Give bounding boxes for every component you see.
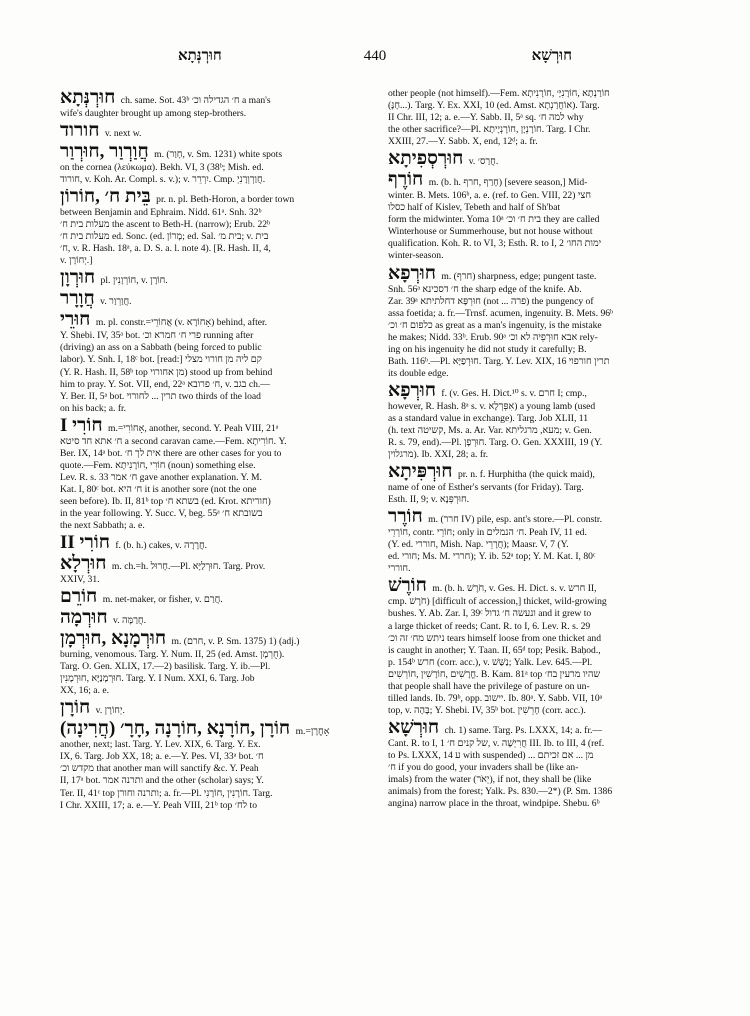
entry-headword: חוֹרִי I <box>60 414 103 436</box>
entry-line <box>388 576 710 596</box>
page-number: 440 <box>363 48 387 64</box>
entry-line: (Y. R. Hash. II, 58ᵇ top מן אחורוי) stood up from behind <box>60 366 273 378</box>
entry-line: another, next; last. Targ. Y. Lev. XIX, 6. Targ. Y. Ex. <box>60 739 261 751</box>
entry-line: Y. Ber. II, 5ᵃ bot. תרין ... לחורוי two thirds of the load <box>60 390 261 402</box>
entry-line: כסלו half of Kislev, Tebeth and half of Sh'bat <box>388 202 561 214</box>
entry-text: v. חֲרַמָּה. <box>110 615 147 627</box>
entry-line: חוֹרְרֵי, contr. חוֹרֵי; only in ח׳ הנמלים. Peah IV, 11 ed. <box>388 527 587 539</box>
entry-line: ing on his ingenuity he did not study it carefully; B. <box>388 343 587 355</box>
entry-line: (driving) an ass on a Sabbath (being forced to public <box>60 342 262 354</box>
entry-text: v. חֲוַרְוַר. <box>97 296 132 308</box>
entry-line <box>60 629 382 649</box>
entry-line: other people (not himself).—Fem. חוֹרַנְתָא ,חוֹרָנִיָּ׳ ,חוֹרָנִיתָא <box>388 88 610 99</box>
entry-line <box>388 149 710 169</box>
entry-line: חוּרְמָנַיָּא ,חוּרְמָנִין. Targ. Y. I Num. XXI, 6. Targ. Job <box>60 673 255 685</box>
entry-line: כלפום ח׳ וכ׳ as great as a man's ingenuity, is the mistake <box>388 319 602 331</box>
dictionary-entry <box>388 381 710 461</box>
entry-line: in the year following. Y. Succ. V, beg. 55ᵃ בשובתא ח׳ <box>60 507 263 519</box>
entry-text: pr. n. pl. Beth-Horon, a border town <box>153 194 295 206</box>
entry-line <box>388 381 710 401</box>
entry-line: labor). Y. Snh. I, 18ᶜ bot. [read:] קם ליה מן חורוי מצלי <box>60 354 262 366</box>
entry-line: imals) from the water (יְאֹר), if not, they shall be (like <box>388 774 592 786</box>
entry-line: however, R. Hash. 8ᵃ s. v. אִפְּרְלָא) a young lamb (used <box>388 400 596 412</box>
dictionary-entry <box>60 719 382 811</box>
entry-headword: חוּרְמָנָא ,חוּרְמָן <box>60 628 167 650</box>
entry-line: qualification. Koh. R. to VI, 3; Esth. R. to I, 2 ימות החו׳ <box>388 238 602 250</box>
dictionary-entry <box>388 149 710 169</box>
entry-text: m. (חרם, v. P. Sm. 1375) 1) (adj.) <box>169 636 300 648</box>
entry-line: between Benjamin and Ephraim. Nidd. 61ᵃ. Snh. 32ᵇ <box>60 207 262 219</box>
entry-line: XXIV, 31. <box>60 574 100 586</box>
dictionary-entry <box>60 142 382 186</box>
entry-line: ניתש מח׳ זה וכ׳ tears himself loose from one thicket and <box>388 632 601 644</box>
entry-line: Winterhouse or Summerhouse, but not house without <box>388 226 593 238</box>
entry-text: ch. 1) same. Targ. Ps. LXXX, 14; a. fr.— <box>442 724 603 736</box>
entry-line: its double edge. <box>388 367 449 379</box>
entry-line: II Chr. III, 12; a. e.—Y. Sabb. II, 5ᵃ sq. למה ח׳ why <box>388 112 584 124</box>
entry-line: p. 154ᵇ חרש (corr. acc.), v. נַשַּׁשׁ; Yalk. Lev. 645.—Pl. <box>388 656 593 668</box>
entry-text: f. (v. Ges. H. Dict.¹⁰ s. v. חרם I; cmp., <box>438 387 587 399</box>
dictionary-entry <box>60 268 382 288</box>
dictionary-entry <box>388 507 710 575</box>
dictionary-entry <box>388 264 710 380</box>
entry-headword: חורוד <box>60 120 100 142</box>
entry-text: v. חֲרַס׳. <box>466 156 499 168</box>
entry-line: XXIII, 27.—Y. Sabb. X, end, 12ᵈ; a. fr. <box>388 136 538 148</box>
entry-line: ח׳ אתא חד סיטא a second caravan came.—Fem. חוֹרִיתָא. Y. <box>60 435 287 447</box>
dictionary-entry <box>60 88 382 120</box>
entry-line: חֳרָשִׁים ,חוֹרָשִׁין ,חוֹרְשִׁים. B. Kam. 81ᵃ top שהיו מרעין בח׳ <box>388 668 601 680</box>
entry-text: pl. חוֹרְוָנִין, v. חוֹרָן. <box>98 275 168 287</box>
entry-line: XX, 16; a. e. <box>60 685 110 697</box>
entry-headword: חוּרְשָׁא <box>388 716 440 738</box>
entry-line: I Chr. XXIII, 17; a. e.—Y. Peah VIII, 21ᵇ top לח׳ to <box>60 799 258 811</box>
entry-text: m. ch.=h. חָרוּל.—Pl. חוּרְלַיָּא. Targ. Prov. <box>109 561 266 573</box>
entry-line: on his back; a. fr. <box>60 402 127 414</box>
entry-line: (h. text קשיטה, Ms. a. Ar. Var. מעא, מרגליתא; v. Gen. <box>388 424 592 436</box>
entry-text: m. net-maker, or fisher, v. חֲרַם. <box>100 594 223 606</box>
entry-headword: חֲוַרְוַר ,חוּרְוַר <box>60 141 149 163</box>
entry-line: Snh. 56ᵃ ח׳ דסכינא the sharp edge of the knife. Ab. <box>388 283 582 295</box>
entry-text: m. (חרר IV) pile, esp. ant's store.—Pl. constr. <box>425 514 602 526</box>
dictionary-entry <box>388 88 710 148</box>
entry-line: חוררי. <box>388 563 411 575</box>
dictionary-entry <box>60 533 382 553</box>
entry-line: burning, venomous. Targ. Y. Num. II, 25 (ed. Amst. חֻרְמָן). <box>60 649 285 661</box>
entry-line: form the midwinter. Yoma 10ᵃ בית ח׳ וכ׳ they are called <box>388 214 600 226</box>
entry-headword: חוּרְלָא <box>60 553 107 575</box>
entry-headword: חוּרְנְּתָא <box>60 87 116 108</box>
entry-line <box>60 719 382 739</box>
dictionary-entry <box>60 554 382 586</box>
entry-text: ch. same. Sot. 43ᵇ ח׳ הגדילה וכ׳ a man's <box>118 95 271 106</box>
entry-text: v. next w. <box>102 128 142 140</box>
dictionary-entry <box>388 576 710 716</box>
entry-line: seen before). Ib. II, 81ᵇ top בשתא ח׳ (ed. Krot. חוריתא) <box>60 495 271 507</box>
entry-line: winter. B. Mets. 106ᵇ, a. e. (ref. to Gen. VIII, 22) חצי <box>388 190 592 202</box>
entry-line: Y. Shebi. IV, 35ᵃ bot. פרי ח׳ חמרא וכ׳ running after <box>60 330 254 342</box>
page-header <box>0 48 750 76</box>
entry-line: מקדש וכ׳ that another man will sanctify &c. Y. Peah <box>60 763 259 775</box>
entry-line: a large thicket of reeds; Cant. R. to I, 6. Lev. R. s. 29 <box>388 620 591 632</box>
dictionary-entry <box>60 416 382 532</box>
entry-headword: חוּרְוָן <box>60 267 96 289</box>
entry-line: assa foetida; a. fr.—Trnsf. acumen, ingenuity. B. Mets. 96ᵇ <box>388 307 614 319</box>
entry-line: חורוד, v. Koh. Ar. Compl. s. v.); v. יִרְרֵר. Cmp. חֲוַרְוְרָנִיְ. <box>60 174 266 186</box>
entry-text: m. (חרף) sharpness, edge; pungent taste. <box>438 270 597 282</box>
dictionary-entry <box>388 462 710 506</box>
entry-line: as a standard value in exchange). Targ. Job XLII, 11 <box>388 412 589 424</box>
entry-line: Ter. II, 41ᶜ top ותרנה וחורן; a. fr.—Pl. חוֹרָנִין ,חוֹרָנִי. Targ. <box>60 787 273 799</box>
entry-line: מעלות בית ח׳ ed. Sonc. (ed. מָרוֹן; ed. Sal. בית מ׳; v. בית <box>60 231 269 243</box>
entry-line: that people shall have the privilege of pasture on un- <box>388 680 590 692</box>
entry-line <box>388 507 710 527</box>
entry-line <box>60 142 382 162</box>
running-head-right: חוּרְשָׁא <box>531 48 572 64</box>
dictionary-entry <box>388 718 710 810</box>
entry-line: IX, 6. Targ. Job XX, 18; a. e.—Y. Pes. VI, 33ᵃ bot. ח׳ <box>60 751 264 763</box>
entry-line: Bath. 116ᵇ.—Pl. חוּרְפַיָּא. Targ. Y. Lev. XIX, 16 תרין חורפוי <box>388 355 610 367</box>
entry-line <box>60 698 382 718</box>
entry-line: bushes. Y. Ab. Zar. I, 39ᶜ ונעשה ח׳ גדול and it grew to <box>388 608 592 620</box>
entry-text: m. pl. constr.=אֲחוֹרֵי (v. אָחוֹרָא) behind, after. <box>93 317 268 329</box>
entry-line: v. יְחוֹרָן.] <box>60 255 93 267</box>
entry-line: top, v. בָּהָה; Y. Shebi. IV, 35ᵇ bot. חָרֵשִׁין (corr. acc.). <box>388 704 586 716</box>
entry-text: m.=אָחֳרָן <box>293 726 330 738</box>
entry-headword: חוֹרֶף <box>388 169 424 191</box>
dictionary-entry <box>60 289 382 309</box>
entry-headword: חוּרֵי <box>60 309 91 331</box>
entry-line: is caught in another; Y. Taan. II, 65ᵈ top; Pesik. Baḥod., <box>388 644 601 656</box>
entry-line: him to pray. Y. Sot. VII, end, 22ᵃ ח׳ פרובא, v. בגב ch.— <box>60 378 270 390</box>
entry-text: pr. n. f. Hurphitha (the quick maid), <box>455 469 595 481</box>
entry-line: wife's daughter brought up among step-brothers. <box>60 108 247 119</box>
entry-line: II, 17ᵃ bot. ותרנה אמר and the other (scholar) says; Y. <box>60 775 264 787</box>
dictionary-entry <box>60 587 382 607</box>
entry-line: (חָנָּ...). Targ. Y. Ex. XXI, 10 (ed. Amst. אוֹחֲרַנְתָא). Targ. <box>388 100 600 112</box>
entry-text: f. (b. h.) cakes, v. חֲרָרָה. <box>112 540 208 552</box>
entry-line: ח׳, v. R. Hash. 18ᵃ, a. D. S. a. l. note 4). [R. Hash. II, 4, <box>60 243 271 255</box>
entry-line: R. s. 79, end).—Pl. חוּרְפָן. Targ. O. Gen. XXXIII, 19 (Y. <box>388 437 603 449</box>
entry-line <box>60 187 382 207</box>
entry-line: angina) narrow place in the throat, windpipe. Shebu. 6ᵇ <box>388 798 600 810</box>
dictionary-entry <box>60 121 382 141</box>
entry-headword: חוֹרֵם <box>60 586 98 608</box>
entry-line <box>60 88 382 108</box>
entry-line: he makes; Nidd. 33ᵇ. Erub. 90ᵃ אבא חוּרְפֵיה לא וכ׳ rely- <box>388 331 598 343</box>
entry-headword: חוּרְסְפִיתָא <box>388 148 464 170</box>
running-head-left: חוּרְנְּתָא <box>178 48 222 64</box>
entry-headword: חוֹרָן ,חוֹרָנָא ,חוֹרָנָה ,חָרָ׳ (חֲרִינָה) <box>60 718 291 740</box>
entry-line <box>388 170 710 190</box>
left-column <box>60 88 382 813</box>
entry-line: to Ps. LXXX, 14 ע with suspended) ... מן ... אם זכיתם <box>388 749 594 761</box>
entry-headword: חוֹרֶר <box>388 506 423 528</box>
entry-line: ed. חורי; Ms. M. חררי); Y. ib. 52ᵃ top; Y. M. Kat. I, 80ᶜ <box>388 551 596 563</box>
entry-line: cmp. חֹרֶשׁ) [difficult of accession,] thicket, wild-growing <box>388 596 607 608</box>
entry-headword: חוֹרָן <box>60 697 91 719</box>
entry-headword: חוֹרֶשׁ <box>388 575 427 597</box>
entry-line <box>60 121 382 141</box>
entry-line: animals) from the forest; Yalk. Ps. 830.—2*) (P. Sm. 1386 <box>388 786 613 798</box>
entry-line: winter-season. <box>388 250 444 262</box>
dictionary-entry <box>60 310 382 414</box>
entry-line <box>60 554 382 574</box>
entry-line: Cant. R. to I, 1 של קנים ח׳, v. חֲרִיְשָׁה III. Ib. to III, 4 (ref. <box>388 737 605 749</box>
entry-line: ח׳ if you do good, your invaders shall be (like an- <box>388 761 579 773</box>
entry-line <box>60 310 382 330</box>
entry-line: Targ. O. Gen. XLIX, 17.—2) basilisk. Targ. Y. ib.—Pl. <box>60 661 271 673</box>
dictionary-entry <box>60 629 382 697</box>
entry-headword: בֵּית ח׳ ,חוֹרוֹן <box>60 186 151 208</box>
entry-line: name of one of Esther's servants (for Friday). Targ. <box>388 482 584 494</box>
entry-text: m. (b. h. חֹרֶשׁ, v. Ges. H. Dict. s. v. חרש II, <box>429 583 597 595</box>
entry-line <box>60 587 382 607</box>
entry-line <box>388 462 710 482</box>
dictionary-entry <box>60 698 382 718</box>
entry-line: quote.—Fem. חוֹרִי ,חוֹרָנִיתָא (noun) something else. <box>60 459 256 471</box>
entry-line: Esth. II, 9; v. חוּרְפְּנָא. <box>388 494 470 506</box>
entry-line <box>60 289 382 309</box>
entry-line: Lev. R. s. 33 ח׳ אמר gave another explanation. Y. M. <box>60 471 262 483</box>
dictionary-entry <box>388 170 710 262</box>
entry-line: מעלות בית ח׳ the ascent to Beth-H. (narrow); Erub. 22ᵇ <box>60 219 271 231</box>
entry-text: m. (חָוַר, v. Sm. 1231) white spots <box>151 149 283 161</box>
dictionary-entry <box>60 608 382 628</box>
entry-headword: חֲוָרָר <box>60 288 95 310</box>
entry-line: on the cornea (λεύκωμα). Bekh. VI, 3 (38ᵇ; Mish. ed. <box>60 162 264 174</box>
entry-headword: חוֹרִי II <box>60 532 110 554</box>
entry-line: the next Sabbath; a. e. <box>60 520 145 532</box>
entry-line <box>60 608 382 628</box>
right-column <box>388 88 710 811</box>
entry-line: (Y. ed. חוררי, Mish. Nap. חֲרָרֵי); Maasr. V, 7 (Y. <box>388 539 569 551</box>
entry-line: מרגלוין). Ib. XXI, 28; a. fr. <box>388 449 489 461</box>
entry-text: m.=אָחוֹרִי, another, second. Y. Peah VIII, 21ᵃ <box>105 422 279 434</box>
entry-line: tilled lands. Ib. 79ᵇ, opp. יישוב. Ib. 80ᵃ. Y. Sabb. VII, 10ᵃ <box>388 692 603 704</box>
entry-line <box>60 416 382 436</box>
entry-text: v. יְחוֹרָן. <box>93 705 125 717</box>
entry-line <box>60 268 382 288</box>
entry-headword: חוּרְפִּיתָא <box>388 461 453 483</box>
entry-headword: חוּרְפָא <box>388 262 436 284</box>
entry-line: Kat. I, 80ᶜ bot. ח׳ היא it is another sore (not the one <box>60 483 257 495</box>
entry-line: the other sacrifice?—Pl. חוֹרָנְיָן ,חוֹרָנְיָיתָא. Targ. I Chr. <box>388 124 591 136</box>
entry-line <box>60 533 382 553</box>
entry-line <box>388 718 710 738</box>
entry-headword: חוּרְפָא <box>388 379 436 401</box>
entry-line: Ber. IX, 14ᵃ bot. אית לך ח׳ there are other cases for you to <box>60 447 282 459</box>
entry-line <box>388 264 710 284</box>
entry-text: m. (b. h. חָרַף ,חרף) [severe season,] Mid- <box>426 177 588 189</box>
dictionary-entry <box>60 187 382 267</box>
entry-line: Zar. 39ᵃ חוּרְפָּא דחלתיתא (not ... פרה) the pungency of <box>388 295 594 307</box>
entry-headword: חוּרְמָה <box>60 607 108 629</box>
